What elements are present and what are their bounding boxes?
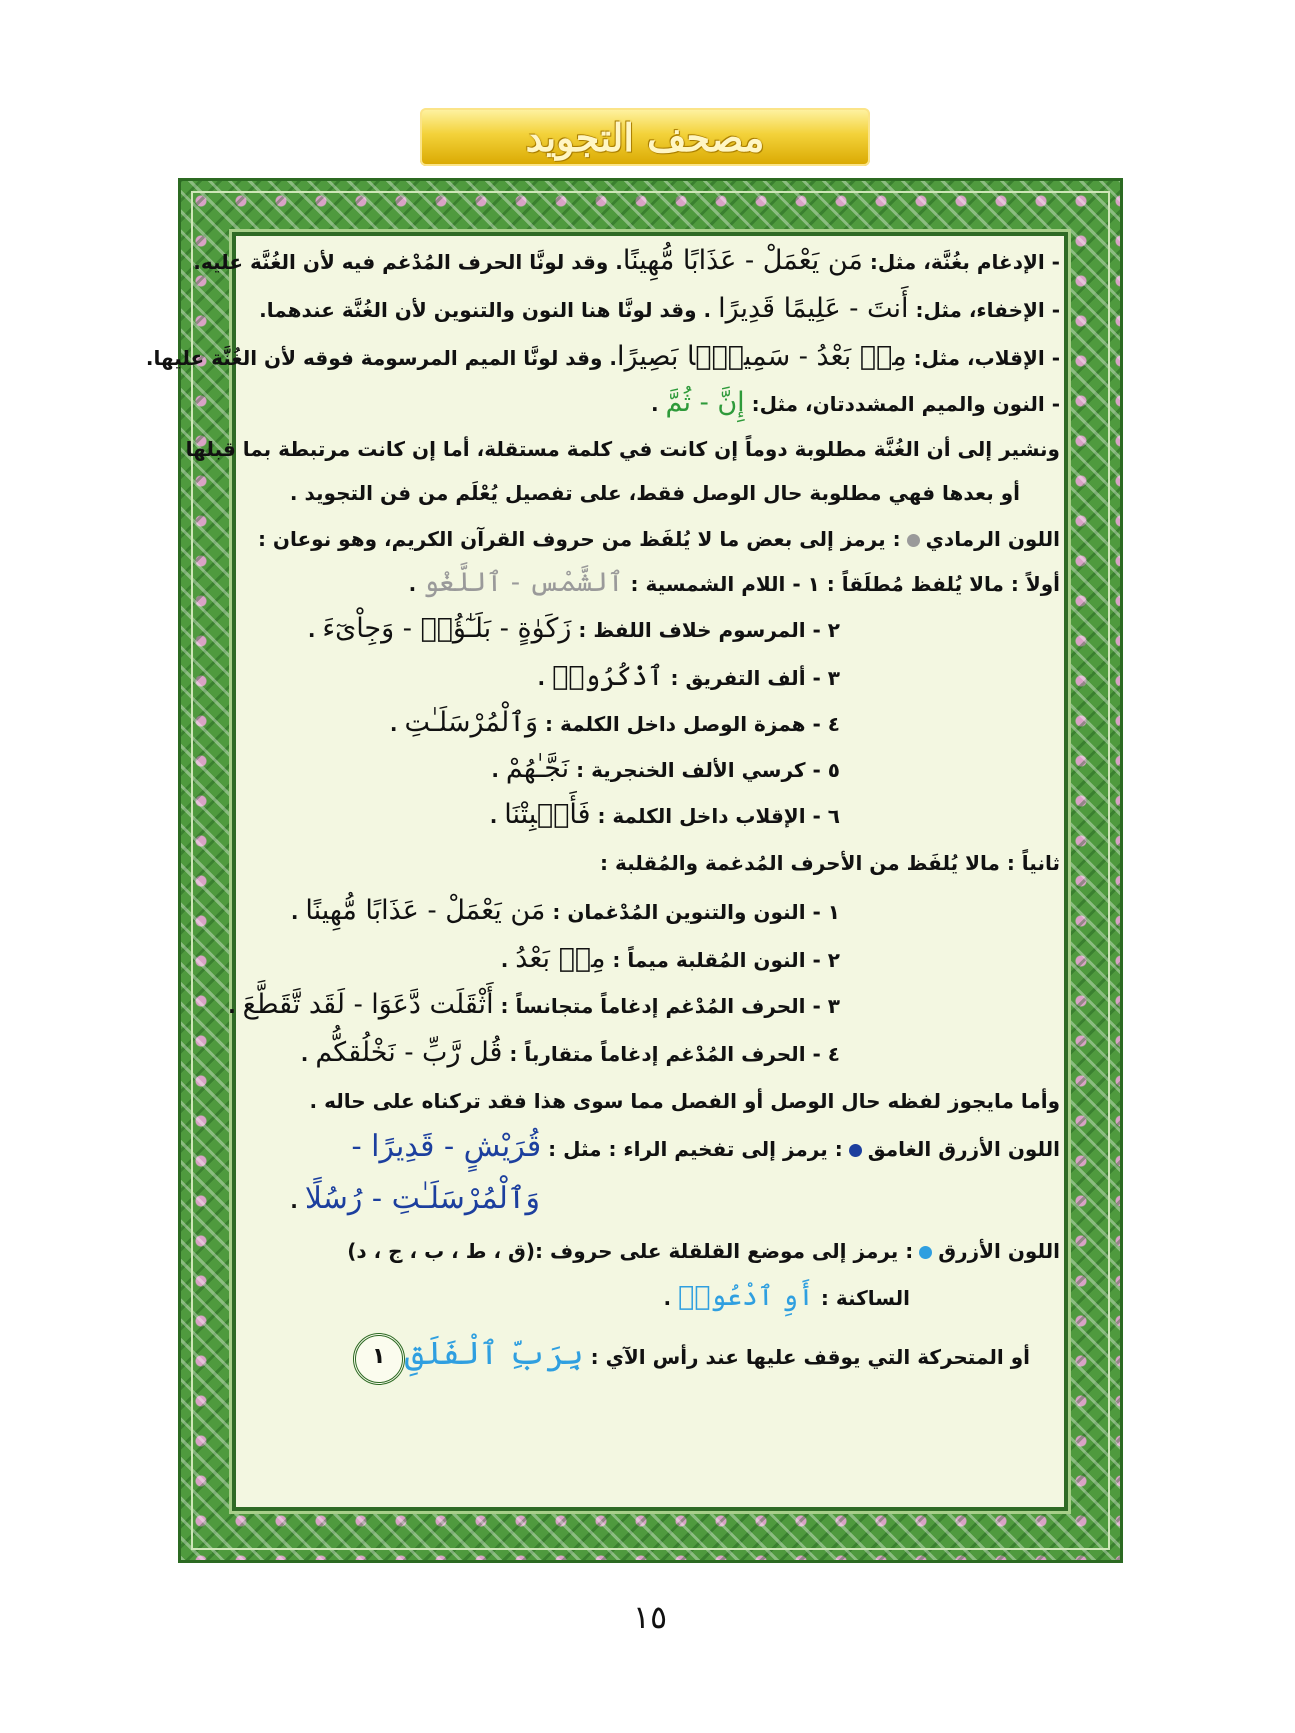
text: ١ - النون والتنوين المُدْغمان : xyxy=(545,900,840,924)
line-ikhfa xyxy=(259,292,1060,327)
text: . وقد لونَّا هنا النون والتنوين لأن الغُنَّة عندهما. xyxy=(259,298,719,322)
text: أو المتحركة التي يوقف عليها عند رأس الآي : xyxy=(583,1345,1030,1369)
text: ٣ - الحرف المُدْغم إدغاماً متجانساً : xyxy=(493,994,840,1018)
quran-example: أَوِ ٱدْعُوا۟ xyxy=(678,1281,814,1312)
line-item-6 xyxy=(490,798,840,833)
line-dark-blue-examples xyxy=(290,1182,540,1218)
quran-example: أَثْقَلَت دَّعَوَا - لَقَد تَّقَطَّعَ xyxy=(242,989,494,1020)
text: . xyxy=(307,618,323,642)
grey-dot-icon xyxy=(907,534,920,547)
quran-example: ٱلشَّمْس - ٱللَّغْو xyxy=(423,567,624,598)
dark-blue-dot-icon xyxy=(849,1144,862,1157)
text: ٤ - همزة الوصل داخل الكلمة : xyxy=(538,712,840,736)
text: - الإخفاء، مثل: xyxy=(908,298,1060,322)
line-mutaharrika xyxy=(339,1328,1030,1385)
text: . xyxy=(489,804,505,828)
text: ٢ - النون المُقلبة ميماً : xyxy=(605,948,840,972)
text: : يرمز إلى موضع القلقلة على حروف :(ق ، ط ، ب ، ج ، د) xyxy=(347,1239,914,1263)
text: . xyxy=(389,712,405,736)
line-item-3 xyxy=(538,660,841,695)
label-dark-blue-color: اللون الأزرق الغامق xyxy=(867,1137,1060,1161)
quran-example: قُل رَّبِّ - نَخْلُقكُّم xyxy=(315,1037,503,1068)
text: . xyxy=(491,758,506,782)
text: . xyxy=(650,392,666,416)
line-grey-heading xyxy=(258,522,1060,556)
line-note-1: ونشير إلى أن الغُنَّة مطلوبة دوماً إن كانت في كلمة مستقلة، أما إن كانت مرتبطة بما قبلها xyxy=(185,437,1060,461)
text: - الإدغام بغُنَّة، مثل: xyxy=(862,250,1060,274)
label-grey-color: اللون الرمادي xyxy=(925,527,1060,551)
text: : يرمز إلى تفخيم الراء : مثل : xyxy=(541,1137,843,1161)
text: - الإقلاب، مثل: xyxy=(906,346,1060,370)
text: . وقد لونَّا الميم المرسومة فوقه لأن الغُنَّة عليها. xyxy=(145,346,617,370)
line-idgham xyxy=(193,244,1060,279)
text: - النون والميم المشددتان، مثل: xyxy=(744,392,1060,416)
line-item-4 xyxy=(390,706,840,741)
text: . xyxy=(500,948,516,972)
light-blue-dot-icon xyxy=(919,1246,932,1259)
page-content xyxy=(145,240,1060,1505)
text: . xyxy=(300,1042,316,1066)
text: ٣ - ألف التفريق : xyxy=(663,666,840,690)
text: ٤ - الحرف المُدْغم إدغاماً متقارباً : xyxy=(502,1042,840,1066)
line-item-2 xyxy=(308,612,840,647)
line-item-5 xyxy=(491,752,840,787)
text: الساكنة : xyxy=(813,1286,910,1310)
line-closing-note: وأما مايجوز لفظه حال الوصل أو الفصل مما سوى هذا فقد تركناه على حاله . xyxy=(309,1089,1060,1113)
quran-example: نَجَّـٰهُمْ xyxy=(505,753,570,784)
quran-example: إِنَّ - ثُمَّ xyxy=(665,387,745,418)
line-iqlab xyxy=(146,340,1060,375)
quran-example: مِنۢ بَعْدُ - سَمِيعًۢا بَصِيرًا xyxy=(616,341,907,372)
quran-example: مِنۢ بَعْدُ xyxy=(515,943,606,974)
line-second-item-2 xyxy=(501,942,840,977)
text: : يرمز إلى بعض ما لا يُلفَظ من حروف القرآن الكريم، وهو نوعان : xyxy=(257,527,901,551)
line-dark-blue-heading xyxy=(351,1130,1060,1166)
page-number: ١٥ xyxy=(632,1598,668,1636)
line-second-item-3 xyxy=(228,988,840,1023)
text: ٦ - الإقلاب داخل الكلمة : xyxy=(590,804,840,828)
quran-example: فَأَنۢبِتْنَا xyxy=(504,799,591,830)
text: . xyxy=(290,900,306,924)
page-header-title: مصحف التجويد xyxy=(420,108,870,166)
line-light-blue-heading xyxy=(347,1234,1060,1268)
line-sakinah xyxy=(663,1280,910,1315)
quran-example: مَن يَعْمَلْ - عَذَابًا مُّهِينًا xyxy=(305,895,546,926)
line-second-item-1 xyxy=(291,894,840,929)
quran-example: مَن يَعْمَلْ - عَذَابًا مُّهِينًا xyxy=(622,245,863,276)
text: ٢ - المرسوم خلاف اللفظ : xyxy=(571,618,840,642)
label-light-blue-color: اللون الأزرق xyxy=(938,1239,1060,1263)
line-note-2: أو بعدها فهي مطلوبة حال الوصل فقط، على تفصيل يُعْلَم من فن التجويد . xyxy=(289,481,1020,505)
quran-example: زَكَوٰةٍ - بَلَـٰٓؤُا۟ - وَجِاْىٓءَ xyxy=(322,613,572,644)
text: . وقد لونَّا الحرف المُدْغم فيه لأن الغُنَّة عليه. xyxy=(193,250,623,274)
line-second-item-4 xyxy=(301,1036,840,1071)
text: . xyxy=(290,1189,305,1213)
quran-example: قُرَيْشٍ - قَدِيرًا - xyxy=(351,1129,542,1164)
quran-example: ٱذْكُرُوا۟ xyxy=(552,661,664,692)
text: . xyxy=(663,1286,678,1310)
ayah-number-marker: ١ xyxy=(353,1333,405,1385)
quran-example: وَٱلْمُرْسَلَـٰتِ xyxy=(404,707,539,738)
quran-example: وَٱلْمُرْسَلَـٰتِ - رُسُلًا xyxy=(304,1181,540,1216)
text: ٥ - كرسي الألف الخنجرية : xyxy=(569,758,840,782)
line-mushaddad xyxy=(651,386,1060,421)
quran-example: بِرَبِّ ٱلْفَلَقِ xyxy=(404,1334,584,1372)
text: . xyxy=(228,994,243,1018)
line-first-type xyxy=(409,566,1060,601)
text: . xyxy=(537,666,553,690)
quran-example: أَنتَ - عَلِيمًا قَدِيرًا xyxy=(718,293,909,324)
text: . xyxy=(408,572,424,596)
line-second-type: ثانياً : مالا يُلفَظ من الأحرف المُدغمة والمُقلبة : xyxy=(600,851,1060,875)
text: أولاً : مالا يُلفظ مُطلَقاً : ١ - اللام الشمسية : xyxy=(623,572,1060,596)
